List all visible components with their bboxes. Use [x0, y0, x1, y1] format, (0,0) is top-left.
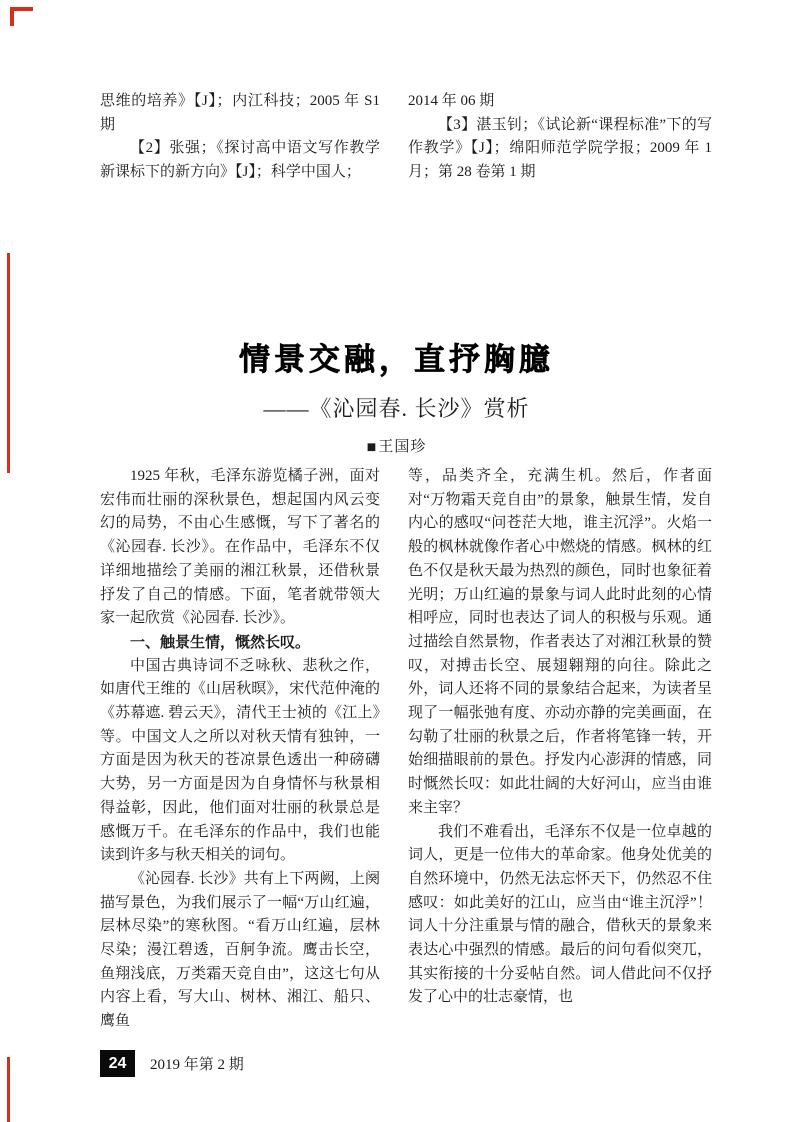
- page-edge-mark-bottom: [7, 1057, 10, 1122]
- references-column-left: [100, 90, 380, 184]
- page-corner-mark: [10, 7, 33, 26]
- article-body: [100, 465, 712, 1034]
- author-name: 王国珍: [378, 439, 427, 455]
- author-square-marker-icon: ■: [366, 439, 378, 456]
- paragraph: 等，品类齐全，充满生机。然后，作者面对“万物霜天竞自由”的景象，触景生情，发自内心的感叹“问苍茫大地，谁主沉浮”。火焰一般的枫林就像作者心中燃烧的情感。枫林的红色不仅是秋天最为热烈的颜色，同时也象征着光明；万山红遍的景象与词人此时此刻的心情相呼应，同时也表达了词人的积极与乐观。通过描绘自然景物，作者表达了对湘江秋景的赞叹，对搏击长空、展翅翱翔的向往。除此之外，词人还将不同的景象结合起来，为读者呈现了一幅张弛有度、亦动亦静的完美画面，在勾勒了壮丽的秋景之后，作者将笔锋一转，开始细描眼前的景色。抒发内心澎湃的情感，同时慨然长叹：如此壮阔的大好河山，应当由谁来主宰？: [408, 468, 712, 816]
- paragraph: 1925 年秋，毛泽东游览橘子洲，面对宏伟而壮丽的深秋景色，想起国内风云变幻的局势，不由心生感慨，写下了著名的《沁园春. 长沙》。在作品中，毛泽东不仅详细地描绘了美丽的湘江秋景，还借秋景抒发了自己的情感。下面，笔者就带领大家一起欣赏《沁园春. 长沙》。: [100, 468, 380, 627]
- references-column-right: [408, 90, 712, 184]
- reference-entry: 【3】湛玉钊；《试论新“课程标准”下的写作教学》【J】；绵阳师范学院学报；2009 年 1 月；第 28 卷第 1 期: [408, 116, 712, 180]
- article-title-block: [0, 334, 793, 457]
- paragraph: 我们不难看出，毛泽东不仅是一位卓越的词人，更是一位伟大的革命家。他身处优美的自然环境中，仍然无法忘怀天下，仍然忍不住感叹：如此美好的江山，应当由“谁主沉浮”！词人十分注重景与情的融合，借秋天的景象来表达心中强烈的情感。最后的问句看似突兀，其实衔接的十分妥帖自然。词人借此问不仅抒发了心中的壮志豪情，也: [408, 823, 712, 1006]
- paragraph: 《沁园春. 长沙》共有上下两阙，上阕描写景色，为我们展示了一幅“万山红遍，层林尽染”的寒秋图。“看万山红遍，层林尽染；漫江碧透，百舸争流。鹰击长空，鱼翔浅底，万类霜天竞自由”，这这七句从内容上看，写大山、树林、湘江、船只、鹰鱼: [100, 870, 380, 1030]
- issue-label: 2019 年第 2 期: [150, 1057, 244, 1073]
- article-title: 情景交融，直抒胸臆: [239, 342, 554, 377]
- article-subtitle: ——《沁园春. 长沙》赏析: [263, 396, 530, 421]
- reference-entry: 【2】张强；《探讨高中语文写作教学新课标下的新方向》【J】；科学中国人；: [100, 140, 380, 180]
- page-number-badge: 24: [100, 1050, 135, 1077]
- references-section: [100, 90, 712, 184]
- page-footer: [100, 1050, 244, 1077]
- paragraph: 中国古典诗词不乏咏秋、悲秋之作，如唐代王维的《山居秋暝》，宋代范仲淹的《苏幕遮. 碧云天》，清代王士祯的《江上》等。中国文人之所以对秋天情有独钟，一方面是因为秋天的苍凉景色透出一种磅礴大势，另一方面是因为自身情怀与秋景相得益彰，因此，他们面对壮丽的秋景总是感慨万千。在毛泽东的作品中，我们也能读到许多与秋天相关的词句。: [100, 657, 380, 864]
- body-column-left: [100, 465, 380, 1034]
- reference-entry: 思维的培养》【J】；内江科技；2005 年 S1 期: [100, 93, 380, 133]
- reference-entry: 2014 年 06 期: [408, 93, 495, 109]
- author-line: [0, 435, 793, 457]
- section-heading: 一、触景生情，慨然长叹。: [130, 633, 311, 651]
- body-column-right: [408, 465, 712, 1034]
